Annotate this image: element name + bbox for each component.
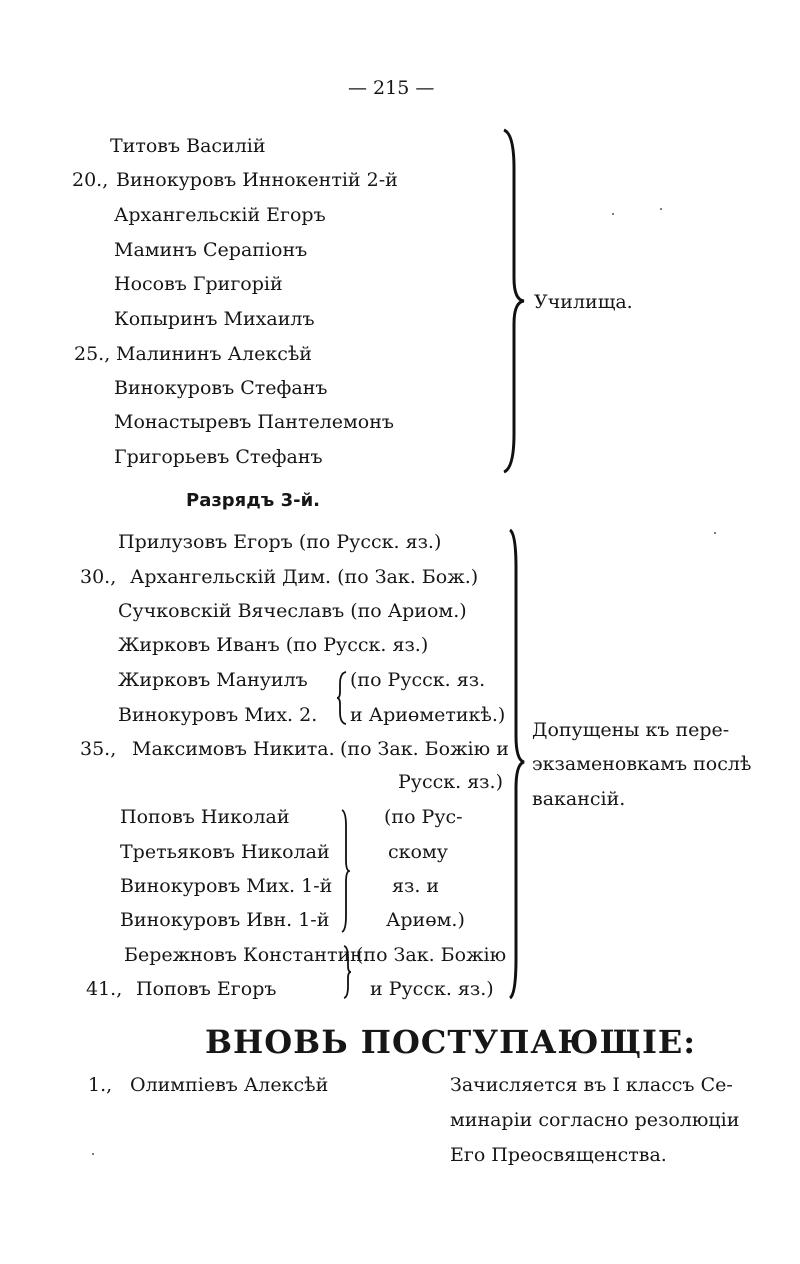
subject-text: скому [388,841,448,863]
scan-speck [714,532,716,534]
subject-text: Русск. яз.) [398,771,504,793]
scan-speck [612,213,614,215]
row-number: 30., [80,566,117,588]
row-number: 25., [74,343,111,365]
list-item: Жирковъ Иванъ (по Русск. яз.) [118,634,429,656]
subject-text: яз. и [392,875,440,897]
list-item: Монастыревъ Пантелемонъ [114,411,394,433]
list-item: Третьяковъ Николай [120,841,330,863]
row-number: 41., [86,978,123,1000]
enrollment-note: Его Преосвященства. [450,1144,667,1166]
small-brace-icon [340,944,354,1000]
list-item: Сучковскій Вячеславъ (по Ариом.) [118,600,467,622]
list-item: Бережновъ Константин. [124,944,369,966]
list-item: Винокуровъ Мих. 2. [118,704,318,726]
section-2-note: экзаменовкамъ послѣ [532,753,752,775]
enrollment-note: минаріи согласно резолюціи [450,1109,740,1131]
list-item: Поповъ Егоръ [136,978,277,1000]
list-item: Копыринъ Михаилъ [114,308,315,330]
list-item: Прилузовъ Егоръ (по Русск. яз.) [118,531,442,553]
subject-text: (по Рус- [384,806,463,828]
section-2-note: вакансій. [532,788,626,810]
subject-text: и Ариөметикѣ.) [350,704,506,726]
page-number: — 215 — [348,77,435,99]
list-item: Винокуровъ Иннокентій 2-й [116,169,398,191]
list-item: Архангельскій Дим. (по Зак. Бож.) [130,566,479,588]
right-brace-icon [504,528,530,1000]
list-item: Винокуровъ Стефанъ [114,377,328,399]
list-item: Поповъ Николай [120,806,290,828]
list-item: Жирковъ Мануилъ [118,669,308,691]
row-number: 1., [88,1074,113,1096]
list-item: Григорьевъ Стефанъ [114,446,323,468]
row-number: 35., [80,738,117,760]
scan-speck [660,208,662,210]
category-heading: Разрядъ 3-й. [186,490,321,511]
list-item: Винокуровъ Мих. 1-й [120,875,333,897]
small-brace-icon [336,808,350,934]
list-item: Винокуровъ Ивн. 1-й [120,909,330,931]
list-item: Архангельскій Егоръ [114,204,326,226]
right-brace-icon [500,128,530,474]
list-item: Титовъ Василій [110,135,266,157]
small-brace-icon [336,670,350,726]
scan-speck [92,1153,94,1155]
section-1-note: Училища. [534,291,633,313]
list-item: Максимовъ Никита. [132,738,335,760]
new-students-heading: ВНОВЬ ПОСТУПАЮЩІЕ: [205,1023,697,1061]
subject-text: (по Русск. яз. [350,669,486,691]
subject-text: (по Зак. Божію [356,944,507,966]
list-item: Маминъ Серапіонъ [114,239,308,261]
list-item: Малининъ Алексѣй [116,343,312,365]
row-number: 20., [72,169,109,191]
subject-text: (по Зак. Божію и [340,738,509,760]
enrollment-note: Зачисляется въ I классъ Се- [450,1074,733,1096]
subject-text: и Русск. яз.) [370,978,494,1000]
subject-text: Ариөм.) [386,909,465,931]
list-item: Олимпіевъ Алексѣй [130,1074,329,1096]
section-2-note: Допущены къ пере- [532,719,730,741]
list-item: Носовъ Григорій [114,273,283,295]
